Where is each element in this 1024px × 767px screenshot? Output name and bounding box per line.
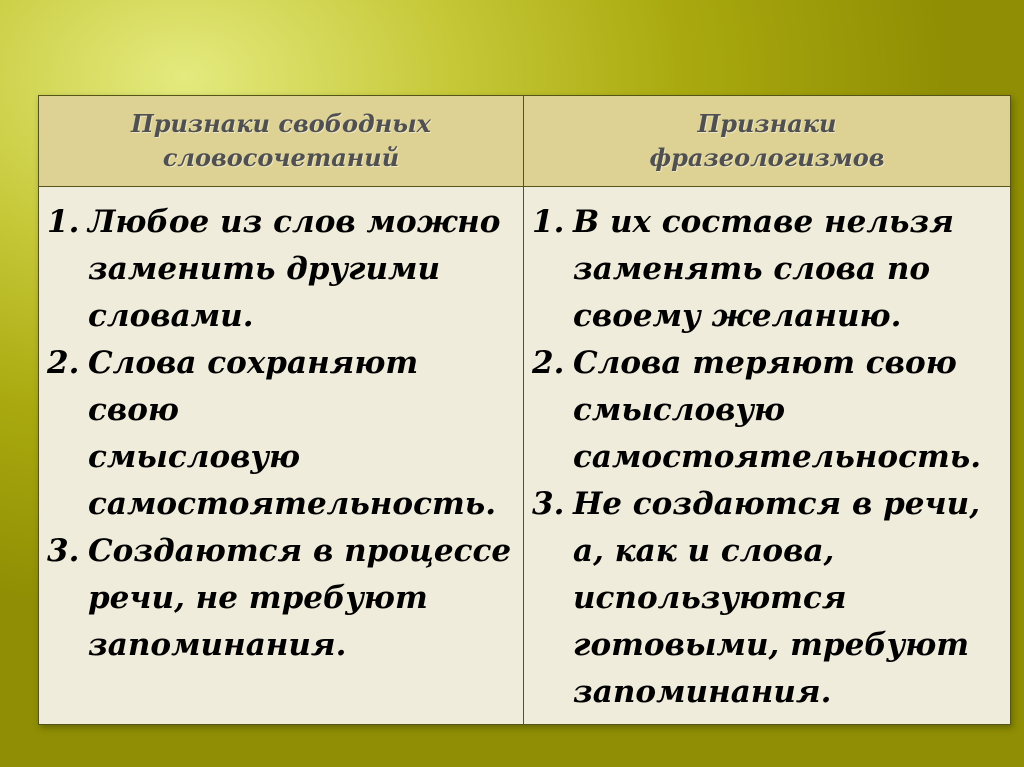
item-number: 3. (47, 533, 80, 569)
item-text: В их составе нельзя заменять слова по своему желанию. (573, 204, 954, 334)
item-text: Слова сохраняют свою смысловую самостоятельность. (88, 345, 496, 522)
item-text: Не создаются в речи, а, как и слова, используются готовыми, требуют запоминания. (573, 486, 981, 710)
phraseologisms-cell (524, 187, 1011, 725)
comparison-table (38, 95, 1011, 725)
table-body-row (39, 187, 1011, 725)
list-item (532, 199, 1000, 340)
list-item (532, 340, 1000, 481)
list-item (47, 340, 513, 528)
list-item (47, 528, 513, 669)
header-free-collocations (39, 96, 524, 187)
phraseologisms-list (524, 187, 1010, 716)
header-label: Признаки свободных словосочетаний (131, 109, 431, 172)
free-collocations-list (39, 187, 523, 669)
item-text: Создаются в процессе речи, не требуют запоминания. (88, 533, 512, 663)
header-phraseologisms (524, 96, 1011, 187)
item-text: Любое из слов можно заменить другими словами. (88, 204, 501, 334)
item-number: 1. (47, 204, 80, 240)
item-number: 1. (532, 204, 565, 240)
item-text: Слова теряют свою смысловую самостоятельность. (573, 345, 981, 475)
list-item (47, 199, 513, 340)
free-collocations-cell (39, 187, 524, 725)
header-label: Признаки фразеологизмов (649, 109, 885, 172)
item-number: 3. (532, 486, 565, 522)
list-item (532, 481, 1000, 716)
item-number: 2. (47, 345, 80, 381)
item-number: 2. (532, 345, 565, 381)
table-header-row (39, 96, 1011, 187)
